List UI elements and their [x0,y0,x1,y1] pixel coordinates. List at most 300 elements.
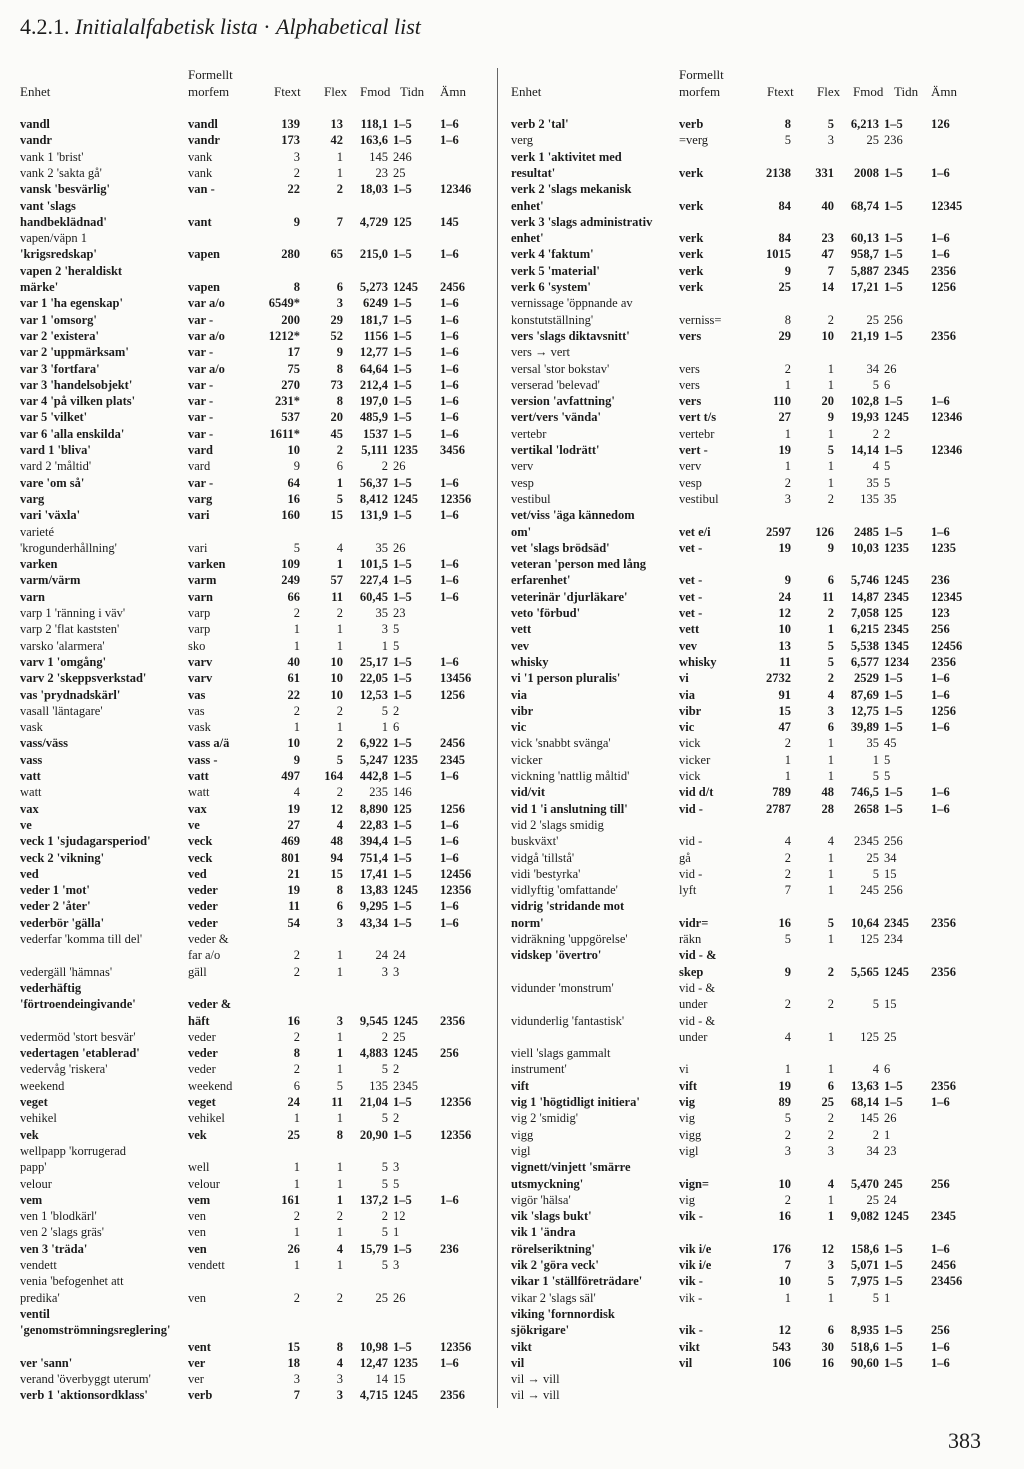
cell-fx: 4 [336,1355,343,1370]
cell-e: var 4 'på vilken plats' [20,394,136,409]
cell-fm: 751,4 [359,850,388,865]
header-formellt: Formellt [679,67,724,82]
cell-fx: 1 [827,361,834,376]
cell-td: 125 [393,801,412,816]
cell-m: vesp [679,475,702,490]
table-row [511,181,991,197]
table-row [20,866,500,882]
cell-ft: 2 [293,1209,300,1224]
header-ftext: Ftext [274,84,301,99]
table-row [20,980,500,996]
cell-fm: 23 [375,165,388,180]
cell-td: 1–5 [884,328,903,343]
cell-m: vert t/s [679,410,717,425]
cell-fm: 9,082 [850,1209,879,1224]
cell-fm: 163,6 [359,133,388,148]
cell-m: vert - [679,443,708,457]
cell-am: 1–6 [931,671,950,686]
cell-fm: 394,4 [359,834,388,849]
cell-m: gå [679,850,691,865]
cell-e: vatt [20,769,41,783]
cell-m: vers [679,328,702,343]
cell-e: vertikal 'lodrätt' [511,443,600,457]
cell-fx: 48 [821,785,834,800]
cell-fm: 102,8 [850,394,879,409]
cell-ft: 2 [784,361,791,376]
cell-e: vibr [511,703,534,718]
cell-e: var 1 'ha egenskap' [20,296,123,311]
cell-td: 26 [393,540,406,555]
cell-ft: 2 [784,850,791,865]
cell-td: 1245 [884,1209,909,1224]
cell-am: 1–6 [931,524,950,539]
cell-ft: 47 [778,720,791,735]
cell-td: 1–5 [884,198,903,213]
cell-fx: 40 [821,198,834,213]
cell-e: vernissage 'öppnande av [511,296,633,311]
cell-fm: 2345 [854,834,879,849]
cell-m: vers [679,361,700,376]
cell-fx: 126 [815,524,834,539]
table-row [20,1192,500,1208]
cell-am: 1256 [440,801,465,816]
table-row [20,621,500,637]
cell-m: =verg [679,133,709,148]
cell-e: vid 2 'slags smidig [511,817,604,832]
cell-td: 2 [393,703,400,718]
cell-td: 2 [393,1111,400,1126]
cell-fm: 25 [866,312,879,327]
cell-e: ved [20,866,39,881]
cell-m: vigg [679,1127,702,1142]
cell-td: 1–5 [393,850,412,865]
cell-ft: 22 [287,687,300,702]
cell-td: 125 [393,214,412,229]
table-row [20,524,500,540]
table-row [511,801,991,817]
cell-fx: 2 [827,491,834,506]
cell-m: vik - [679,1290,703,1305]
cell-m: ver [188,1355,206,1370]
cell-fm: 9,295 [359,899,388,914]
cell-fm: 4 [872,459,879,474]
cell-e: predika' [20,1290,60,1305]
cell-am: 12346 [931,410,963,425]
cell-m: vatt [188,769,209,783]
cell-e: vansk 'besvärlig' [20,182,110,197]
table-row [511,361,991,377]
cell-e: vet 'slags brödsäd' [511,540,610,555]
cell-td: 1–5 [393,426,412,441]
cell-e: vickning 'nattlig måltid' [511,769,630,783]
cell-ft: 25 [287,1127,300,1142]
cell-fx: 1 [827,1029,834,1044]
cell-fm: 12,75 [850,703,879,718]
table-row [20,442,500,458]
cell-ft: 2597 [766,524,791,539]
cell-m: verk [679,165,704,180]
table-row [511,1208,991,1224]
cell-fx: 15 [330,866,343,881]
cell-am: 1–6 [440,508,459,523]
cell-fm: 5 [381,1225,388,1240]
cell-m: vick [679,769,701,783]
cell-e: vi '1 person pluralis' [511,671,621,686]
table-row [511,1013,991,1029]
cell-td: 1 [884,1127,891,1142]
cell-fx: 1 [336,557,343,572]
cell-ft: 1015 [766,247,791,262]
cell-fx: 1 [827,752,834,767]
cell-fx: 48 [330,834,343,849]
cell-e: vet/viss 'äga kännedom [511,508,635,523]
cell-ft: 19 [778,443,791,457]
cell-e: var 6 'alla enskilda' [20,426,125,441]
cell-e: vik 2 'göra veck' [511,1258,599,1272]
cell-fx: 9 [827,410,834,425]
table-row [511,1371,991,1387]
cell-e: vapen 2 'heraldiskt [20,263,123,278]
table-row [511,833,991,849]
cell-fm: 4 [872,1062,879,1077]
table-row [511,230,991,246]
cell-ft: 270 [281,377,300,392]
cell-e: vedergäll 'hämnas' [20,964,113,979]
cell-m: vent [188,1339,211,1354]
cell-td: 1–5 [393,361,412,376]
cell-m: ven [188,1241,207,1256]
table-row [511,540,991,556]
cell-td: 125 [884,606,903,620]
cell-m: skep [679,964,704,979]
cell-fm: 7,975 [850,1274,879,1289]
cell-m: whisky [679,654,717,669]
cell-am: 256 [931,1176,950,1191]
cell-m: verk [679,280,704,294]
cell-ft: 8 [784,117,791,131]
cell-am: 1–6 [440,850,459,865]
cell-td: 146 [393,785,412,800]
cell-fm: 5 [872,997,879,1012]
cell-ft: 1 [784,377,791,392]
cell-fx: 1 [827,769,834,783]
table-row [511,312,991,328]
table-row [511,817,991,833]
cell-am: 2356 [931,964,956,979]
cell-am: 2356 [931,915,956,930]
cell-m: vid - & [679,980,716,995]
table-row [511,1143,991,1159]
cell-e: vandr [20,133,52,148]
cell-fm: 5,111 [361,443,388,457]
cell-ft: 4 [784,834,791,849]
table-row [20,377,500,393]
cell-e: vas 'prydnadskärl' [20,687,121,702]
table-row [20,1078,500,1094]
cell-m: vapen [188,247,220,262]
cell-am: 1–6 [931,687,950,702]
cell-ft: 1 [784,1290,791,1305]
table-row [20,784,500,800]
cell-fm: 5,565 [850,964,879,979]
cell-fm: 5 [872,866,879,881]
cell-e: vem [20,1192,43,1207]
cell-ft: 231* [275,394,300,409]
cell-ft: 9 [293,459,300,474]
cell-td: 6 [884,1062,891,1077]
cell-e: vers → vert [511,345,571,360]
cell-fm: 5 [381,1258,388,1272]
header-flex: Flex [817,84,841,99]
cell-fm: 137,2 [359,1192,388,1207]
table-row [20,931,500,947]
cell-e: vers 'slags diktavsnitt' [511,328,630,343]
cell-td: 24 [884,1192,897,1207]
table-row [20,1127,500,1143]
cell-td: 1245 [393,1013,418,1028]
cell-ft: 17 [287,345,300,360]
cell-ft: 1 [293,638,300,653]
cell-e: vett [511,622,532,637]
cell-fm: 3 [381,964,388,979]
cell-fx: 42 [330,133,343,148]
cell-am: 2356 [931,654,956,669]
cell-ft: 3 [293,149,300,164]
cell-m: vendett [188,1258,225,1272]
cell-td: 1–5 [884,280,903,294]
cell-e: vidlyftig 'omfattande' [511,883,618,898]
cell-fm: 56,37 [359,475,388,490]
cell-fx: 8 [336,1339,343,1354]
cell-ft: 9 [784,573,791,588]
table-row [511,735,991,751]
cell-m: vik i/e [679,1258,712,1272]
cell-fx: 16 [821,1355,834,1370]
cell-fm: 5 [381,703,388,718]
cell-e: vedermöd 'stort besvär' [20,1029,136,1044]
cell-fm: 4,729 [359,214,388,229]
cell-am: 1–6 [440,915,459,930]
cell-e: veget [20,1095,48,1109]
table-row [511,980,991,996]
cell-ft: 537 [281,410,300,425]
cell-fm: 5 [381,1160,388,1175]
cell-fm: 6,215 [850,622,879,637]
cell-m: räkn [679,932,702,946]
cell-fm: 18,03 [359,182,388,197]
cell-ft: 24 [287,1095,300,1109]
cell-e: vig 1 'högtidligt initiera' [511,1095,640,1109]
cell-fm: 43,34 [359,915,388,930]
cell-e: vant 'slags [20,198,76,213]
cell-ft: 497 [281,769,300,783]
cell-fx: 3 [336,296,343,311]
cell-m: under [679,1029,708,1044]
cell-ft: 1 [293,1111,300,1126]
cell-ft: 24 [778,589,791,604]
cell-m: ven [188,1225,207,1240]
cell-m: veget [188,1095,216,1109]
cell-ft: 280 [281,247,300,262]
cell-fx: 1 [827,883,834,898]
cell-td: 1–5 [393,1095,412,1109]
cell-fm: 1 [381,638,388,653]
cell-e: ver 'sann' [20,1355,73,1370]
cell-fm: 746,5 [850,785,879,800]
cell-m: vass a/ä [188,736,230,751]
table-row [20,1061,500,1077]
cell-fx: 1 [827,1062,834,1077]
cell-e: vigör 'hälsa' [511,1192,571,1207]
cell-td: 1–5 [393,834,412,849]
table-row [20,1290,500,1306]
cell-ft: 21 [287,866,300,881]
table-row [511,214,991,230]
table-row [20,1176,500,1192]
cell-m: veder & [188,932,229,946]
cell-fx: 12 [821,1241,834,1256]
cell-e: utsmyckning' [511,1176,584,1191]
cell-fm: 20,90 [359,1127,388,1142]
cell-fm: 35 [866,475,879,490]
cell-m: verniss= [679,312,722,327]
cell-e: vid/vit [511,785,546,800]
table-row [20,1045,500,1061]
cell-fm: 34 [866,361,879,376]
cell-ft: 10 [778,622,791,637]
cell-fx: 5 [827,915,834,930]
cell-td: 12 [393,1209,406,1224]
cell-e: varsko 'alarmera' [20,638,105,653]
cell-e: veck 1 'sjudagarsperiod' [20,834,151,849]
cell-fx: 1 [827,736,834,751]
cell-fx: 9 [827,540,834,555]
header-fmod: Fmod [853,84,884,99]
cell-ft: 40 [287,654,300,669]
cell-ft: 2 [293,948,300,963]
cell-m: vigl [679,1143,699,1158]
cell-fx: 13 [330,117,343,131]
cell-ft: 16 [778,915,791,930]
cell-m: ve [188,817,200,832]
cell-e: vank 2 'sakta gå' [20,165,102,180]
cell-fm: 22,83 [359,817,388,832]
cell-ft: 161 [281,1192,300,1207]
cell-fx: 6 [827,573,834,588]
cell-m: vift [679,1078,698,1093]
cell-fx: 23 [821,231,834,246]
cell-m: varv [188,654,213,669]
cell-fx: 1 [336,1258,343,1272]
cell-fx: 2 [827,606,834,620]
cell-td: 1–5 [393,899,412,914]
cell-e: resultat' [511,165,556,180]
cell-am: 2456 [440,280,465,294]
cell-m: vandl [188,117,218,131]
cell-ft: 22 [287,182,300,197]
cell-ft: 16 [778,1209,791,1224]
cell-fx: 2 [336,736,343,751]
table-row [511,1290,991,1306]
cell-td: 1235 [393,752,418,767]
cell-fx: 331 [815,165,834,180]
cell-fm: 442,8 [359,769,388,783]
cell-am: 1–6 [440,769,459,783]
cell-e: veder 1 'mot' [20,883,90,898]
cell-e: verand 'överbyggt uterum' [20,1372,151,1387]
cell-m: var - [188,312,214,327]
cell-td: 5 [884,752,891,767]
cell-fx: 2 [827,1111,834,1126]
cell-td: 256 [884,834,903,849]
cell-fm: 21,04 [359,1095,388,1109]
cell-fm: 8,890 [359,801,388,816]
cell-m: van - [188,182,215,197]
cell-td: 1 [393,1225,400,1240]
cell-fx: 3 [827,1143,834,1158]
header-tidn: Tidn [894,84,919,99]
cell-m: vas [188,687,206,702]
cell-td: 1–5 [393,654,412,669]
cell-ft: 3 [293,1372,300,1387]
cell-td: 1245 [393,491,418,506]
cell-fm: 14,87 [850,589,879,604]
cell-m: vet - [679,573,703,588]
cell-fx: 4 [827,687,834,702]
table-row [511,1192,991,1208]
cell-e: varp 1 'ränning i väv' [20,606,126,620]
table-row [511,621,991,637]
cell-td: 25 [393,165,406,180]
cell-m: vid - [679,866,703,881]
cell-am: 256 [440,1046,459,1061]
cell-m: var - [188,345,214,360]
cell-ft: 25 [778,280,791,294]
cell-td: 15 [884,866,897,881]
cell-e: vikar 2 'slags säl' [511,1290,596,1305]
cell-fm: 13,83 [359,883,388,898]
cell-e: wellpapp 'korrugerad [20,1143,127,1158]
cell-ft: 801 [281,850,300,865]
table-row [511,1241,991,1257]
cell-fm: 4,883 [359,1046,388,1061]
table-row [20,230,500,246]
cell-fm: 145 [369,149,388,164]
cell-e: vask [20,720,43,735]
cell-td: 5 [393,622,400,637]
cell-m: gäll [188,964,207,979]
cell-e: versal 'stor bokstav' [511,361,610,376]
cell-ft: 789 [772,785,791,800]
cell-am: 2356 [440,1013,465,1028]
cell-fm: 64,64 [359,361,388,376]
cell-e: vestibul [511,491,551,506]
cell-fm: 15,79 [359,1241,388,1256]
cell-ft: 469 [281,834,300,849]
cell-am: 1–6 [440,573,459,588]
table-row [511,556,991,572]
cell-td: 1–5 [884,801,903,816]
cell-fx: 1 [336,1029,343,1044]
cell-e: vik 'slags bukt' [511,1209,592,1224]
cell-e: vek [20,1127,39,1142]
cell-m: var a/o [188,361,225,376]
cell-fm: 6,922 [359,736,388,751]
cell-fx: 6 [827,1323,834,1338]
cell-m: vestibul [679,491,719,506]
cell-am: 1235 [931,540,956,555]
cell-e: papp' [20,1160,47,1175]
